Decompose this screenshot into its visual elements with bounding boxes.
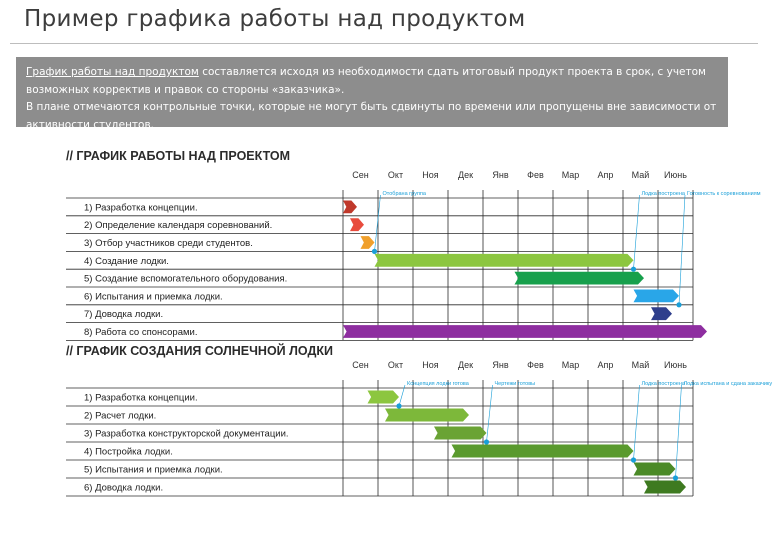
month-label: Окт — [387, 360, 404, 370]
month-label: Фев — [527, 360, 544, 370]
chart-title: // ГРАФИК РАБОТЫ НАД ПРОЕКТОМ — [66, 149, 291, 163]
month-label: Май — [631, 170, 650, 180]
description-link[interactable]: График работы над продуктом — [26, 66, 199, 78]
chart-title: // ГРАФИК СОЗДАНИЯ СОЛНЕЧНОЙ ЛОДКИ — [66, 344, 333, 358]
milestone-callout — [375, 195, 381, 251]
task-bar — [368, 391, 400, 404]
month-label: Мар — [561, 170, 580, 180]
task-label: 6) Испытания и приемка лодки. — [84, 291, 223, 303]
milestone-label: Лодка построена — [641, 381, 685, 387]
milestone-label: Концепция лодки готова — [407, 381, 469, 387]
task-label: 4) Создание лодки. — [84, 255, 169, 267]
month-label: Окт — [387, 170, 404, 180]
month-label: Ноя — [422, 360, 439, 370]
task-label: 7) Доводка лодки. — [84, 309, 164, 321]
month-label: Июнь — [664, 360, 687, 370]
task-bar — [434, 427, 487, 440]
task-label: 8) Работа со спонсорами. — [84, 327, 198, 338]
milestone-label: Чертежи готовы — [494, 381, 536, 387]
description-text-2: В плане отмечаются контрольные точки, которые не могут быть сдвинуты по времени или пропущены вне зависимости от активности студентов. — [26, 101, 717, 131]
task-bar — [350, 218, 364, 231]
milestone-label: Готовность к соревнованиям — [687, 191, 761, 197]
milestone-label: Лодка построена — [641, 191, 685, 197]
milestone-callout — [676, 385, 682, 478]
task-bar — [651, 307, 672, 320]
milestone-label: Лодка испытана и сдана заказчику — [683, 381, 773, 387]
month-label: Май — [631, 360, 650, 370]
task-label: 1) Разработка концепции. — [84, 202, 198, 214]
month-label: Янв — [492, 170, 509, 180]
task-label: 5) Испытания и приемка лодки. — [84, 464, 223, 476]
task-bar — [385, 409, 469, 422]
month-label: Ноя — [422, 170, 439, 180]
task-bar — [644, 481, 686, 494]
milestone-callout — [634, 385, 640, 460]
task-bar — [343, 325, 707, 338]
milestone-callout — [487, 385, 493, 442]
month-label: Фев — [527, 170, 544, 180]
month-label: Сен — [352, 170, 369, 180]
month-label: Дек — [457, 360, 474, 370]
month-label: Сен — [352, 360, 369, 370]
task-bar — [452, 445, 634, 458]
task-label: 1) Разработка концепции. — [84, 392, 198, 404]
month-label: Апр — [597, 360, 614, 370]
task-bar — [375, 254, 634, 267]
task-label: 3) Разработка конструкторской документации. — [84, 428, 289, 440]
page-title: Пример графика работы над продуктом — [24, 6, 526, 32]
month-label: Мар — [561, 360, 580, 370]
milestone-callout — [634, 195, 640, 269]
task-label: 2) Расчет лодки. — [84, 410, 157, 422]
task-bar — [361, 236, 375, 249]
milestone-label: Отобрана группа — [382, 191, 426, 197]
task-label: 2) Определение календаря соревнований. — [84, 220, 273, 232]
description-text-1: составляется исходя из необходимости сдать итоговый продукт проекта в срок, с учетом возможных корректив и правок со стороны «заказчика». — [26, 66, 706, 96]
month-label: Июнь — [664, 170, 687, 180]
task-bar — [634, 289, 680, 302]
month-label: Апр — [597, 170, 614, 180]
task-label: 3) Отбор участников среди студентов. — [84, 238, 253, 249]
month-label: Янв — [492, 360, 509, 370]
task-bar — [343, 200, 357, 213]
milestone-callout — [679, 195, 685, 305]
task-label: 4) Постройка лодки. — [84, 446, 173, 458]
task-bar — [634, 463, 676, 476]
task-label: 6) Доводка лодки. — [84, 482, 164, 494]
task-bar — [515, 272, 645, 285]
task-label: 5) Создание вспомогательного оборудования. — [84, 273, 288, 285]
month-label: Дек — [457, 170, 474, 180]
